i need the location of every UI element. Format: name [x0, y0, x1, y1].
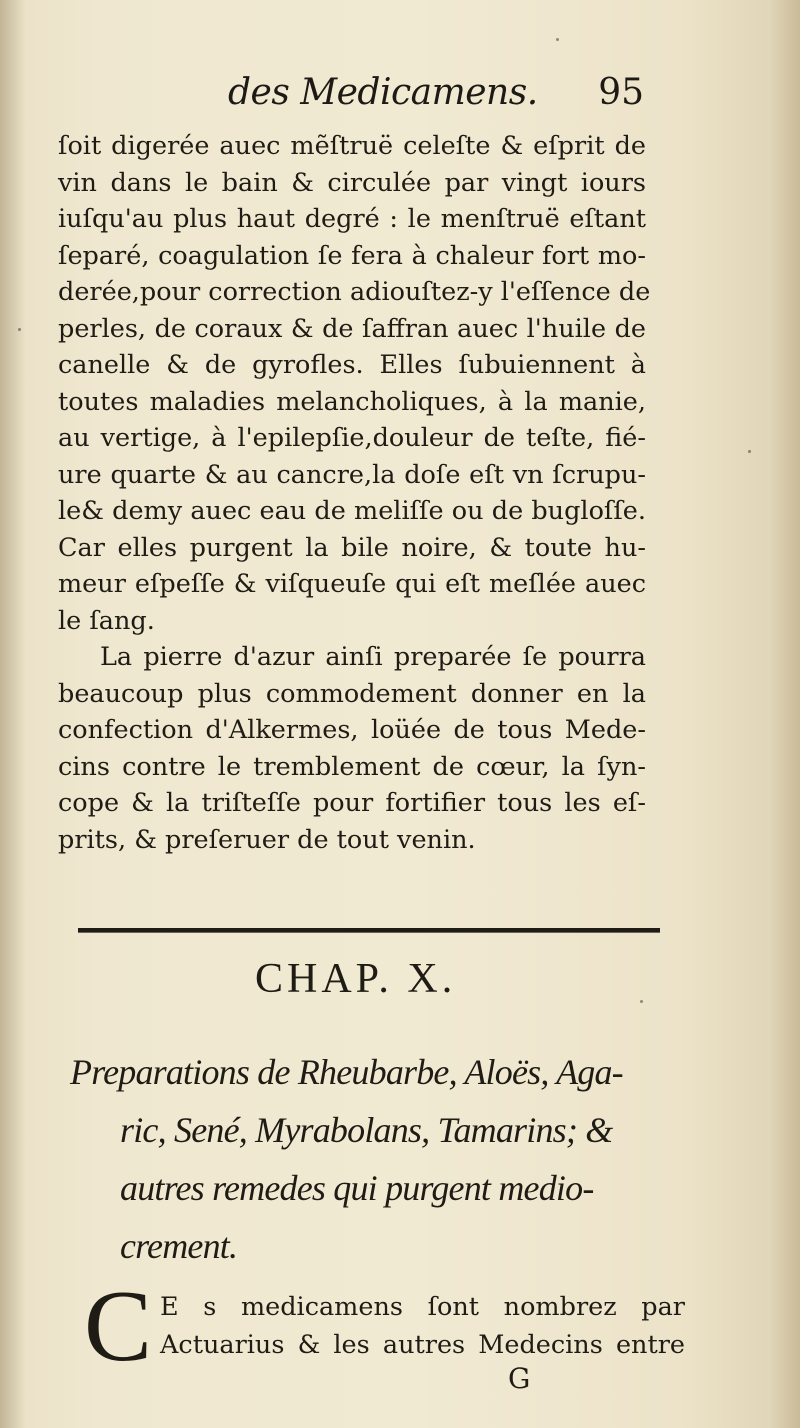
text-line: Actuarius & les autres Medecins entre [160, 1330, 685, 1360]
subtitle-line: autres remedes qui purgent medio- [120, 1168, 594, 1208]
text-line: ure quarte & au cancre,la doſe eſt vn ſcrupu- [58, 459, 646, 490]
signature-mark: G [508, 1362, 531, 1395]
text-line: perles, de coraux & de ſaffran auec l'huile de [58, 313, 646, 344]
text-line: toutes maladies melancholiques, à la manie, [58, 386, 646, 417]
text-line: Car elles purgent la bile noire, & toute hu- [58, 532, 646, 563]
ink-speck [556, 38, 559, 41]
text-line: au vertige, à l'epilepſie,douleur de teſte, fié- [58, 423, 646, 453]
text-line: E s medicamens ſont nombrez par [160, 1292, 685, 1322]
drop-cap: C [84, 1270, 153, 1383]
subtitle-line: Preparations de Rheubarbe, Aloës, Aga- [70, 1052, 623, 1092]
chapter-heading: CHAP. X. [255, 956, 457, 1002]
running-header [60, 72, 650, 122]
text-line: iuſqu'au plus haut degré : le menſtruë eſtant [58, 204, 646, 234]
text-line: cope & la triſteſſe pour fortifier tous les eſ- [58, 788, 646, 818]
text-line: derée,pour correction adiouſtez-y l'eſſence de [58, 277, 651, 307]
text-line: ſoit digerée auec mẽſtruë celeſte & eſprit de [58, 131, 646, 161]
ink-speck [640, 1000, 643, 1003]
text-line: meur eſpeſſe & viſqueuſe qui eſt meſlée auec [58, 569, 646, 599]
page-edge-shadow [770, 0, 800, 1428]
text-line: ſeparé, coagulation ſe fera à chaleur fort mo- [58, 240, 646, 271]
opening-paragraph [160, 1288, 685, 1364]
text-line: La pierre d'azur ainſi preparée ſe pourra [100, 642, 646, 672]
chapter-subtitle [70, 1043, 678, 1275]
text-line: beaucoup plus commodement donner en la [58, 678, 646, 709]
text-line: confection d'Alkermes, loüée de tous Mede- [58, 715, 646, 745]
text-line: vin dans le bain & circulée par vingt iours [58, 167, 646, 198]
page-number: 95 [598, 72, 644, 113]
text-line: prits, & preſeruer de tout venin. [58, 824, 476, 855]
text-line: le& demy auec eau de meliſſe ou de bugloſſe. [58, 496, 646, 526]
text-line: cins contre le tremblement de cœur, la ſyn- [58, 751, 646, 782]
ink-speck [18, 328, 21, 331]
running-title: des Medicamens. [228, 72, 538, 113]
section-divider [78, 928, 660, 933]
spine-shadow [0, 0, 26, 1428]
text-line: canelle & de gyrofles. Elles ſubuiennent à [58, 350, 646, 380]
text-line: le ſang. [58, 605, 155, 636]
ink-speck [748, 450, 751, 453]
subtitle-line: crement. [120, 1226, 238, 1266]
subtitle-line: ric, Sené, Myrabolans, Tamarins; & [120, 1110, 613, 1150]
body-text [58, 128, 651, 858]
